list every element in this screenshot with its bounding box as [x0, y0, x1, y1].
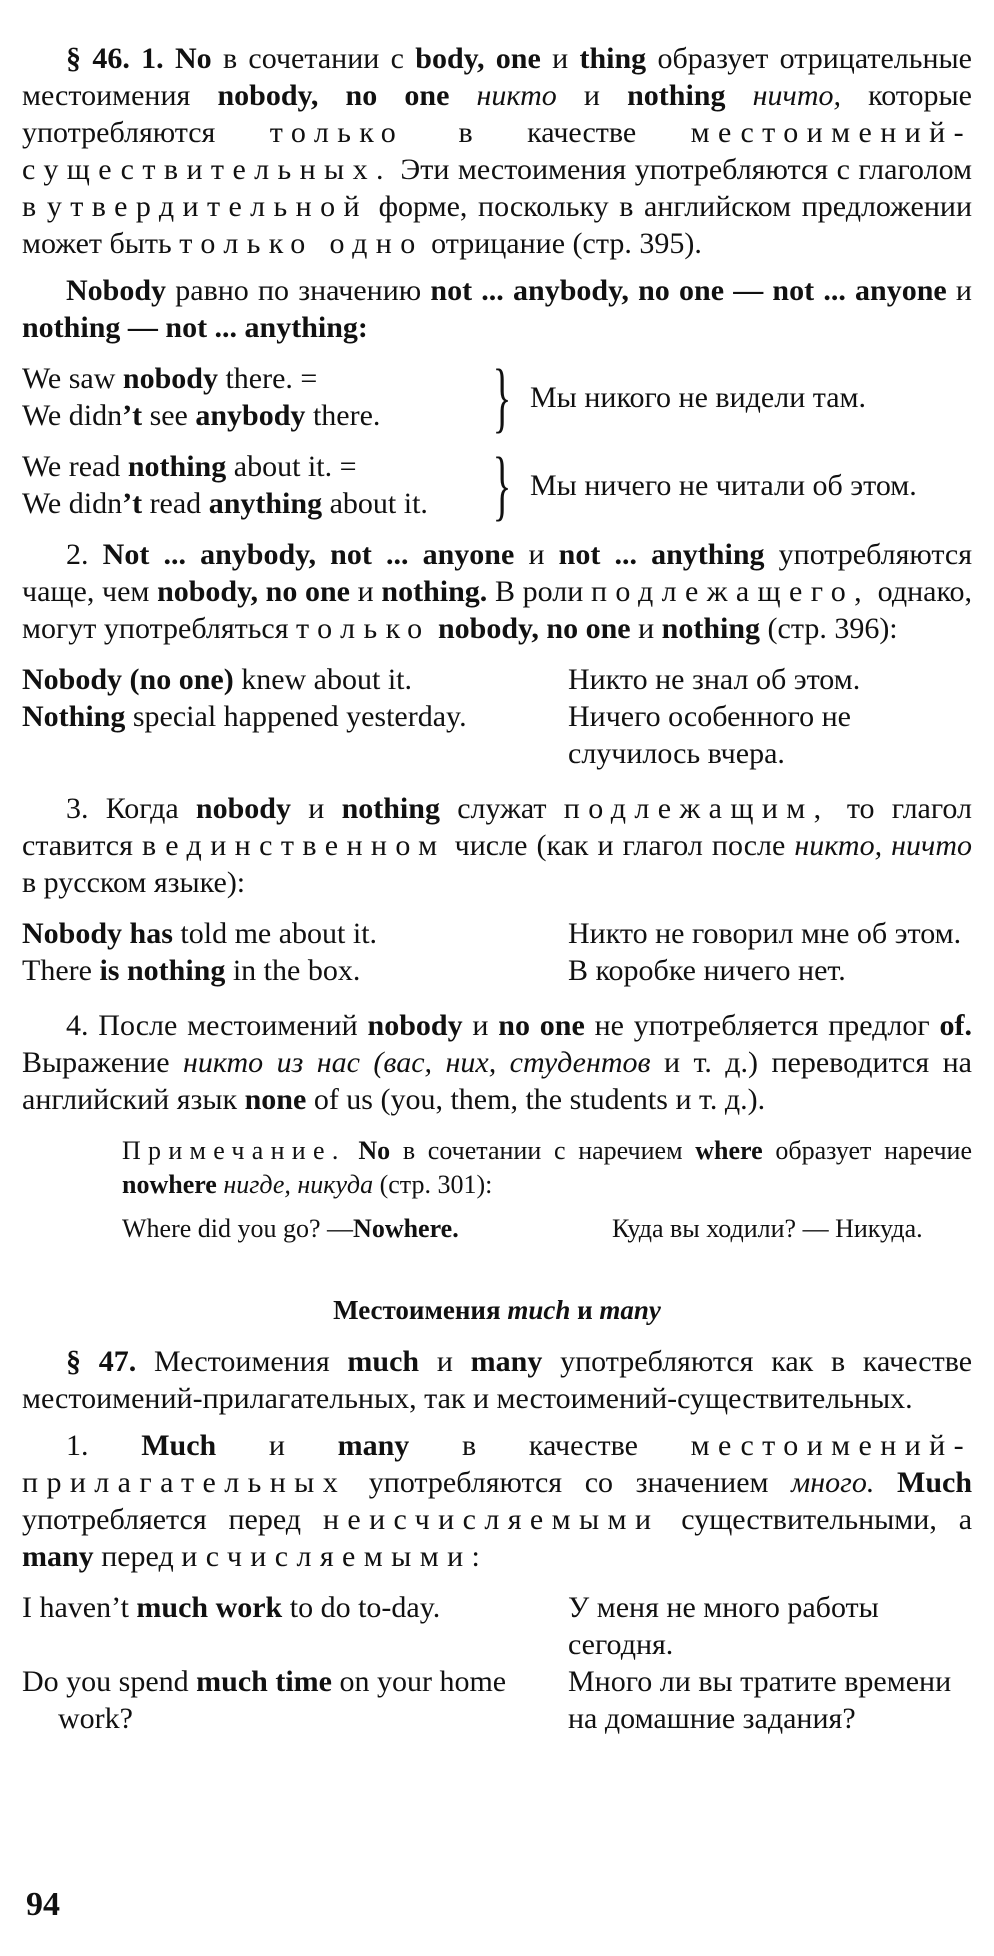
text-run: about it. [322, 487, 428, 520]
text-run: утвердительной [46, 190, 368, 223]
s46-paragraph-1 [22, 40, 972, 262]
text-run [346, 1136, 359, 1165]
text-run: anybody [195, 399, 306, 432]
text-run: nothing [127, 450, 227, 483]
text-run: и т. д.) переводится на английский язык [22, 1046, 972, 1116]
text-run: ’t [122, 487, 143, 520]
text-run: отрицание (стр. 395). [423, 227, 702, 260]
text-run: ’t [122, 399, 143, 432]
text-run: Эти местоимения употребляются с глаголом в [22, 153, 972, 223]
text-run: только [296, 612, 431, 645]
text-run: Местоимения [136, 1345, 348, 1378]
text-run: Никто не знал об этом. [568, 663, 861, 696]
text-run: not ... anybody, no one — not ... anyone [430, 274, 947, 307]
text-run: many [599, 1295, 661, 1325]
text-run: никто, ничто [794, 829, 973, 862]
example-line [22, 397, 482, 434]
text-run: нигде, никуда [216, 1170, 374, 1199]
text-run: There [22, 954, 100, 987]
text-run: nobody, no one [217, 79, 450, 112]
example-group-2 [22, 441, 972, 528]
text-run: We didn [22, 399, 123, 432]
text-run: told me about it. [172, 917, 378, 950]
text-run: Много ли вы тратите времени на домашние задания? [568, 1665, 952, 1735]
text-run: about it. = [226, 450, 357, 483]
text-run: Примечание. [122, 1136, 346, 1165]
text-run: и [630, 612, 662, 645]
text-run: никто из нас (вас, них, студентов [183, 1046, 651, 1079]
text-run: и [540, 42, 580, 75]
text-run: there. [305, 399, 381, 432]
text-run: форме, поскольку в английском предложении может быть [22, 190, 972, 260]
text-run: 1. [66, 1429, 142, 1462]
note-paragraph [122, 1134, 972, 1202]
text-run: none [244, 1083, 307, 1116]
text-run: местоимений-прилагательных [22, 1429, 973, 1499]
text-run: there. = [217, 362, 318, 395]
text-run: перед [93, 1540, 182, 1573]
example-pair [22, 1663, 972, 1737]
text-run: употребляются как в качестве местоимений-прилагательных, так и местоимений-существительных. [22, 1345, 973, 1415]
example-russian [568, 1663, 972, 1737]
s46-paragraph-5 [22, 1007, 972, 1118]
example-line [22, 360, 482, 397]
text-run: однако, могут употребляться [22, 575, 973, 645]
example-group-2-sentences [22, 448, 482, 522]
text-run: not ... anything [558, 538, 765, 571]
text-run: § 47. [66, 1345, 137, 1378]
text-run: числе (как и глагол после [445, 829, 795, 862]
example-group-2-translation: Мы ничего не читали об этом. [530, 468, 917, 502]
example-english [22, 1589, 568, 1663]
text-run: В коробке ничего нет. [568, 954, 846, 987]
text-run: неисчисляемыми [322, 1503, 660, 1536]
text-run: только одно [179, 227, 424, 260]
page-number: 94 [26, 1886, 60, 1923]
text-run: We read [22, 450, 128, 483]
example-english [22, 952, 568, 989]
example-pair [22, 1589, 972, 1663]
note-example-russian [612, 1212, 923, 1246]
text-run: и [514, 538, 559, 571]
brace-glyph: } [492, 441, 512, 528]
text-run: в сочетании с наречием [390, 1136, 696, 1165]
example-russian [568, 1589, 972, 1663]
text-run: служат [439, 792, 564, 825]
text-run: I haven’t [22, 1591, 137, 1624]
text-run: то глагол ставится в [22, 792, 972, 862]
example-pair [22, 915, 972, 952]
text-run: many [470, 1345, 543, 1378]
text-run: see [142, 399, 196, 432]
text-run: Ничего особенного не случилось вчера. [568, 700, 851, 770]
text-run: употребляются чаще, чем [22, 538, 972, 608]
example-english [22, 1663, 568, 1737]
text-run: в качестве [409, 1429, 691, 1462]
example-pairs-1 [22, 661, 972, 772]
text-run: в сочетании с [211, 42, 416, 75]
text-run: We didn [22, 487, 123, 520]
text-run: ничто, [725, 79, 841, 112]
text-run: is nothing [99, 954, 226, 987]
text-run: nobody, no one [157, 575, 350, 608]
text-run: в русском языке): [22, 866, 246, 899]
text-run: и [462, 1009, 499, 1042]
text-run: nothing [341, 792, 440, 825]
example-group-1 [22, 353, 972, 440]
text-run [874, 1466, 897, 1499]
text-run: единственном [165, 829, 446, 862]
s47-paragraph-1 [22, 1343, 972, 1417]
s46-paragraph-4 [22, 790, 972, 901]
text-run: и [570, 1295, 600, 1325]
text-run: of us (you, them, the students и т. д.). [306, 1083, 766, 1116]
example-line [22, 485, 482, 522]
text-run: и [290, 792, 342, 825]
text-run: 3. Когда [66, 792, 196, 825]
text-run: (стр. 301): [373, 1170, 493, 1199]
text-run: nothing. [381, 575, 488, 608]
text-run: и [350, 575, 382, 608]
text-run: Выражение [22, 1046, 183, 1079]
text-run: Much [141, 1429, 217, 1462]
text-run: We saw [22, 362, 123, 395]
example-russian [568, 661, 972, 698]
text-run: У меня не много работы сегодня. [568, 1591, 879, 1661]
text-run: much work [136, 1591, 283, 1624]
text-run: nothing — not ... anything: [22, 311, 368, 344]
text-run: В роли [487, 575, 591, 608]
text-run: Nowhere. [353, 1214, 459, 1243]
brace-glyph: } [492, 353, 512, 440]
text-run: Not ... anybody, not ... anyone [102, 538, 515, 571]
text-run: Nobody has [22, 917, 173, 950]
text-run: и [556, 79, 628, 112]
text-run: которые употребляются [22, 79, 972, 149]
text-run: равно по значению [166, 274, 431, 307]
text-run: much [507, 1295, 571, 1325]
text-run: много. [791, 1466, 875, 1499]
text-run: no one [498, 1009, 585, 1042]
text-run: nobody [122, 362, 218, 395]
text-run: of. [939, 1009, 973, 1042]
text-run: nowhere [122, 1170, 217, 1199]
text-run: nothing [627, 79, 726, 112]
text-run: 2. [66, 538, 103, 571]
note-example [122, 1212, 972, 1246]
s47-paragraph-2 [22, 1427, 972, 1575]
text-run: nothing [661, 612, 761, 645]
text-run: on your home work? [58, 1665, 507, 1735]
example-english [22, 915, 568, 952]
text-run: special happened yesterday. [125, 700, 467, 733]
example-pairs-3 [22, 1589, 972, 1737]
text-run: body, one [415, 42, 541, 75]
text-run: No [358, 1136, 391, 1165]
section-subheading [22, 1292, 972, 1329]
text-run: § 46. 1. No [66, 42, 212, 75]
text-run: to do to-day. [282, 1591, 441, 1624]
text-run: и [216, 1429, 338, 1462]
example-group-1-translation: Мы никого не видели там. [530, 380, 867, 414]
text-run: исчисляемыми: [181, 1540, 489, 1573]
text-run: Nobody [66, 274, 167, 307]
text-run: Do you spend [22, 1665, 197, 1698]
text-run: (стр. 396): [760, 612, 898, 645]
example-pair [22, 661, 972, 698]
example-pair [22, 952, 972, 989]
example-pairs-2 [22, 915, 972, 989]
text-run: 4. После местоимений [66, 1009, 368, 1042]
s46-paragraph-2 [22, 272, 972, 346]
text-run: образует отрицательные местоимения [22, 42, 972, 112]
text-run: употребляются со значением [346, 1466, 792, 1499]
note-example-english [122, 1212, 612, 1246]
text-run: nobody [195, 792, 291, 825]
text-run: никто [449, 79, 557, 112]
text-run: many [337, 1429, 410, 1462]
text-run: Местоимения [333, 1295, 508, 1325]
text-run: подлежащего, [590, 575, 871, 608]
text-run: nobody [367, 1009, 463, 1042]
text-run [430, 612, 438, 645]
text-run: не употребляется предлог [584, 1009, 940, 1042]
text-run: many [22, 1540, 94, 1573]
example-russian [568, 915, 972, 952]
text-run: образует наречие [762, 1136, 973, 1165]
text-run: read [142, 487, 209, 520]
text-run: употребляется перед [22, 1503, 323, 1536]
text-run: только [269, 116, 405, 149]
text-run: knew about it. [233, 663, 413, 696]
text-run: Никто не говорил мне об этом. [568, 917, 962, 950]
text-run: Nothing [22, 700, 126, 733]
text-run: thing [579, 42, 647, 75]
text-run: Куда вы ходили? — Никуда. [612, 1214, 923, 1243]
example-group-1-sentences [22, 360, 482, 434]
s46-paragraph-3 [22, 536, 972, 647]
example-line [22, 448, 482, 485]
text-run: much time [196, 1665, 332, 1698]
text-run: anything [208, 487, 323, 520]
example-pair [22, 698, 972, 772]
text-run: much [347, 1345, 420, 1378]
text-run: местоимений-существительных. [22, 116, 972, 186]
text-run: Nobody (no one) [22, 663, 234, 696]
text-run: и [946, 274, 972, 307]
text-run: in the box. [225, 954, 361, 987]
text-run: и [419, 1345, 471, 1378]
text-run: Much [897, 1466, 972, 1499]
example-russian [568, 952, 972, 989]
text-run: существительными, а [659, 1503, 973, 1536]
text-run: подлежащим, [563, 792, 830, 825]
text-run: Where did you go? — [122, 1214, 354, 1243]
text-run: в качестве [404, 116, 691, 149]
text-run: nobody, no one [437, 612, 631, 645]
example-english [22, 698, 568, 772]
text-run: where [695, 1136, 763, 1165]
example-english [22, 661, 568, 698]
example-russian [568, 698, 972, 772]
